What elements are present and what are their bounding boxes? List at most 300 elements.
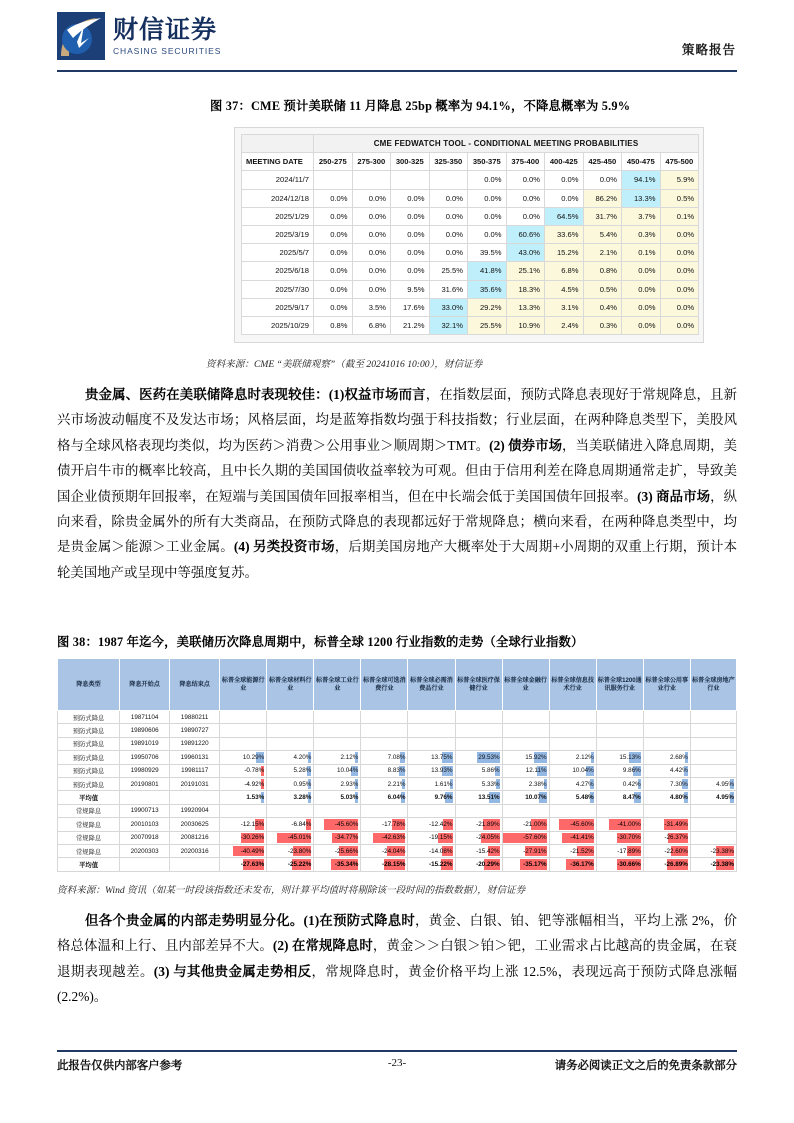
return-cell	[220, 711, 267, 724]
probability-cell: 0.0%	[429, 207, 468, 225]
return-cell	[549, 844, 596, 857]
sp-col-header-3: 标普全球能源行业	[220, 659, 267, 711]
probability-cell: 0.4%	[583, 298, 622, 316]
table-row	[242, 262, 699, 280]
cut-start-date-cell: 20200303	[120, 844, 170, 857]
brand-name-en: CHASING SECURITIES	[113, 45, 222, 56]
probability-cell: 0.0%	[391, 189, 430, 207]
cell-value: 2.93%	[340, 780, 359, 788]
probability-cell: 43.0%	[506, 244, 545, 262]
probability-cell: 0.0%	[660, 316, 699, 334]
empty-corner-cell	[242, 135, 314, 153]
col-475-500: 475-500	[660, 153, 699, 171]
rate-cut-type-cell: 预防式降息	[58, 764, 120, 777]
probability-cell: 0.0%	[429, 225, 468, 243]
return-cell	[314, 858, 361, 871]
meeting-date-cell: 2025/10/29	[242, 316, 314, 334]
probability-cell: 32.1%	[429, 316, 468, 334]
sp-col-header-8: 标普全球医疗保健行业	[455, 659, 502, 711]
cell-value: 12.11%	[525, 767, 547, 775]
table-row	[58, 791, 737, 804]
cell-value: 7.30%	[669, 780, 688, 788]
return-cell	[502, 858, 549, 871]
cut-end-date-cell: 19981117	[170, 764, 220, 777]
cell-value: -25.66%	[334, 847, 359, 855]
return-cell	[455, 791, 502, 804]
return-cell	[455, 831, 502, 844]
cut-end-date-cell: 20030625	[170, 818, 220, 831]
probability-cell: 35.6%	[468, 280, 507, 298]
return-cell	[690, 711, 736, 724]
probability-cell: 0.0%	[314, 280, 353, 298]
return-cell	[267, 818, 314, 831]
cell-value: -35.17%	[523, 860, 547, 868]
return-cell	[361, 711, 408, 724]
probability-cell: 3.1%	[545, 298, 584, 316]
return-cell	[455, 777, 502, 790]
return-cell	[220, 804, 267, 817]
cut-start-date-cell: 19900713	[120, 804, 170, 817]
return-cell	[220, 818, 267, 831]
cut-end-date-cell: 19890727	[170, 724, 220, 737]
probability-cell: 0.0%	[352, 262, 391, 280]
probability-cell: 0.3%	[622, 225, 661, 243]
cell-value: -40.49%	[240, 847, 265, 855]
return-cell	[314, 724, 361, 737]
return-cell	[643, 764, 690, 777]
rate-cut-type-cell: 预防式降息	[58, 724, 120, 737]
cell-value: -30.70%	[617, 834, 641, 842]
return-cell	[502, 724, 549, 737]
probability-cell: 0.5%	[583, 280, 622, 298]
table-row	[242, 189, 699, 207]
sp-col-header-6: 标普全球可选消费行业	[361, 659, 408, 711]
probability-cell: 5.4%	[583, 225, 622, 243]
sp-table-body	[58, 711, 737, 872]
return-cell	[643, 791, 690, 804]
probability-cell: 0.0%	[622, 298, 661, 316]
cme-table-body	[242, 171, 699, 335]
return-cell	[267, 737, 314, 750]
table-row	[242, 244, 699, 262]
return-cell	[314, 751, 361, 764]
return-cell	[361, 791, 408, 804]
return-cell	[220, 777, 267, 790]
return-cell	[314, 777, 361, 790]
return-cell	[408, 818, 455, 831]
return-cell	[502, 844, 549, 857]
return-cell	[643, 777, 690, 790]
cell-value: 2.12%	[340, 753, 359, 761]
probability-cell: 0.1%	[660, 207, 699, 225]
table-row	[58, 777, 737, 790]
return-cell	[361, 831, 408, 844]
return-cell	[596, 724, 643, 737]
footer-divider	[57, 1050, 737, 1052]
rate-cut-type-cell: 预防式降息	[58, 711, 120, 724]
probability-cell: 33.6%	[545, 225, 584, 243]
return-cell	[643, 818, 690, 831]
probability-cell: 39.5%	[468, 244, 507, 262]
return-cell	[314, 831, 361, 844]
sp-col-header-5: 标普全球工业行业	[314, 659, 361, 711]
col-350-375: 350-375	[468, 153, 507, 171]
cell-value: 9.86%	[622, 767, 641, 775]
meeting-date-cell: 2024/11/7	[242, 171, 314, 189]
return-cell	[549, 724, 596, 737]
probability-cell: 0.0%	[468, 225, 507, 243]
return-cell	[502, 751, 549, 764]
cell-value: -35.34%	[334, 860, 359, 868]
return-cell	[314, 818, 361, 831]
cell-value: 15.92%	[525, 753, 547, 761]
probability-cell: 5.9%	[660, 171, 699, 189]
return-cell	[267, 858, 314, 871]
table-column-header-row	[242, 153, 699, 171]
col-450-475: 450-475	[622, 153, 661, 171]
probability-cell: 6.8%	[352, 316, 391, 334]
cell-value: -20.29%	[476, 860, 500, 868]
probability-cell: 3.7%	[622, 207, 661, 225]
return-cell	[408, 751, 455, 764]
probability-cell: 0.0%	[660, 280, 699, 298]
return-cell	[549, 764, 596, 777]
return-cell	[220, 791, 267, 804]
return-cell	[267, 791, 314, 804]
sp-col-header-7: 标普全球必需消费品行业	[408, 659, 455, 711]
return-cell	[455, 844, 502, 857]
cell-value: 13.75%	[431, 753, 453, 761]
return-cell	[549, 818, 596, 831]
sp-col-header-12: 标普全球公用事业行业	[643, 659, 690, 711]
cme-fedwatch-table-container	[234, 127, 704, 343]
cut-start-date-cell: 19890606	[120, 724, 170, 737]
meeting-date-cell: 2025/1/29	[242, 207, 314, 225]
cell-value: 13.93%	[431, 767, 453, 775]
cell-value: 5.03%	[340, 794, 359, 802]
return-cell	[361, 844, 408, 857]
cut-start-date-cell: 20190801	[120, 777, 170, 790]
probability-cell	[429, 171, 468, 189]
cell-value: 4.95%	[716, 794, 734, 802]
return-cell	[549, 751, 596, 764]
figure-37-title: 图 37：CME 预计美联储 11 月降息 25bp 概率为 94.1%，不降息概率为 5.9%	[210, 99, 631, 113]
return-cell	[690, 818, 736, 831]
sp-col-header-10: 标普全球信息技术行业	[549, 659, 596, 711]
return-cell	[408, 724, 455, 737]
probability-cell: 10.9%	[506, 316, 545, 334]
cell-value: -57.60%	[523, 834, 547, 842]
probability-cell	[314, 171, 353, 189]
cut-start-date-cell: 20070918	[120, 831, 170, 844]
col-325-350: 325-350	[429, 153, 468, 171]
cell-value: -26.89%	[664, 860, 688, 868]
probability-cell: 18.3%	[506, 280, 545, 298]
cell-value: -36.17%	[570, 860, 594, 868]
return-cell	[455, 724, 502, 737]
cell-value: -24.04%	[381, 847, 406, 855]
cell-value: -21.00%	[523, 820, 547, 828]
probability-cell: 9.5%	[391, 280, 430, 298]
sp-col-header-13: 标普全球房地产行业	[690, 659, 736, 711]
return-cell	[643, 737, 690, 750]
cell-value: -4.92%	[244, 780, 265, 788]
probability-cell: 0.0%	[622, 316, 661, 334]
cell-value: 7.08%	[387, 753, 406, 761]
probability-cell: 0.0%	[429, 244, 468, 262]
cell-value: 13.51%	[478, 794, 500, 802]
return-cell	[643, 804, 690, 817]
rate-cut-type-cell: 预防式降息	[58, 751, 120, 764]
probability-cell: 0.0%	[660, 244, 699, 262]
cut-end-date-cell: 19920904	[170, 804, 220, 817]
probability-cell: 0.5%	[660, 189, 699, 207]
probability-cell: 0.8%	[583, 262, 622, 280]
probability-cell: 2.4%	[545, 316, 584, 334]
probability-cell: 0.0%	[506, 189, 545, 207]
return-cell	[643, 844, 690, 857]
cell-value: 0.95%	[293, 780, 312, 788]
return-cell	[220, 724, 267, 737]
brand-name-cn: 财信证券	[113, 15, 218, 44]
return-cell	[408, 777, 455, 790]
probability-cell: 0.0%	[545, 189, 584, 207]
return-cell	[549, 711, 596, 724]
return-cell	[643, 711, 690, 724]
cell-value: -12.15%	[240, 820, 265, 828]
cell-value: -28.15%	[381, 860, 406, 868]
return-cell	[502, 791, 549, 804]
probability-cell: 13.3%	[506, 298, 545, 316]
cell-value: 10.04%	[337, 767, 359, 775]
cell-value: -41.41%	[570, 834, 594, 842]
return-cell	[220, 844, 267, 857]
cell-value: 4.20%	[293, 753, 312, 761]
probability-cell: 25.5%	[429, 262, 468, 280]
return-cell	[455, 858, 502, 871]
probability-cell: 94.1%	[622, 171, 661, 189]
return-cell	[314, 764, 361, 777]
rate-cut-type-cell: 常规降息	[58, 844, 120, 857]
return-cell	[690, 724, 736, 737]
return-cell	[502, 831, 549, 844]
return-cell	[408, 858, 455, 871]
logo-mark-icon	[57, 12, 105, 60]
cut-end-date-cell: 19891220	[170, 737, 220, 750]
return-cell	[314, 737, 361, 750]
rate-cut-type-cell: 预防式降息	[58, 737, 120, 750]
return-cell	[502, 804, 549, 817]
rate-cut-type-cell: 常规降息	[58, 831, 120, 844]
return-cell	[596, 844, 643, 857]
cell-value: 2.68%	[669, 753, 688, 761]
return-cell	[455, 818, 502, 831]
cell-value: -17.89%	[617, 847, 641, 855]
probability-cell: 86.2%	[583, 189, 622, 207]
return-cell	[549, 791, 596, 804]
return-cell	[549, 737, 596, 750]
return-cell	[361, 804, 408, 817]
return-cell	[596, 791, 643, 804]
cell-value: -22.60%	[664, 847, 688, 855]
return-cell	[690, 791, 736, 804]
return-cell	[455, 711, 502, 724]
return-cell	[690, 858, 736, 871]
return-cell	[596, 777, 643, 790]
rate-cut-type-cell: 平均值	[58, 858, 120, 871]
probability-cell	[391, 171, 430, 189]
return-cell	[455, 751, 502, 764]
table-row	[58, 844, 737, 857]
cell-value: 9.76%	[434, 794, 453, 802]
cell-value: 4.42%	[669, 767, 688, 775]
cut-end-date-cell	[170, 858, 220, 871]
rate-cut-type-cell: 平均值	[58, 791, 120, 804]
probability-cell: 0.0%	[506, 171, 545, 189]
cell-value: 2.21%	[387, 780, 406, 788]
cell-value: -15.42%	[476, 847, 500, 855]
probability-cell: 0.0%	[660, 298, 699, 316]
return-cell	[643, 724, 690, 737]
cut-end-date-cell	[170, 791, 220, 804]
meeting-date-cell: 2025/7/30	[242, 280, 314, 298]
cell-value: 10.29%	[242, 753, 265, 761]
return-cell	[596, 764, 643, 777]
meeting-date-cell: 2025/3/19	[242, 225, 314, 243]
meeting-date-cell: 2024/12/18	[242, 189, 314, 207]
return-cell	[361, 724, 408, 737]
probability-cell: 17.6%	[391, 298, 430, 316]
probability-cell: 60.6%	[506, 225, 545, 243]
probability-cell: 6.8%	[545, 262, 584, 280]
return-cell	[267, 724, 314, 737]
return-cell	[549, 804, 596, 817]
return-cell	[361, 751, 408, 764]
probability-cell: 0.0%	[660, 262, 699, 280]
cell-value: -31.49%	[664, 820, 688, 828]
table-row	[242, 225, 699, 243]
sp-col-header-4: 标普全球材料行业	[267, 659, 314, 711]
col-425-450: 425-450	[583, 153, 622, 171]
return-cell	[643, 831, 690, 844]
return-cell	[361, 737, 408, 750]
table-row	[58, 858, 737, 871]
cell-value: 5.86%	[481, 767, 500, 775]
cell-value: 4.80%	[669, 794, 688, 802]
cell-value: 1.53%	[246, 794, 265, 802]
probability-cell: 0.0%	[314, 298, 353, 316]
return-cell	[549, 831, 596, 844]
cell-value: -34.77%	[334, 834, 359, 842]
return-cell	[455, 804, 502, 817]
probability-cell: 25.5%	[468, 316, 507, 334]
table-row	[58, 724, 737, 737]
probability-cell: 0.3%	[583, 316, 622, 334]
table-row	[242, 298, 699, 316]
return-cell	[408, 764, 455, 777]
return-cell	[408, 831, 455, 844]
probability-cell: 4.5%	[545, 280, 584, 298]
probability-cell: 0.0%	[352, 189, 391, 207]
cell-value: -0.78%	[244, 767, 265, 775]
cell-value: 2.12%	[575, 753, 594, 761]
cell-value: -45.60%	[570, 820, 594, 828]
cell-value: -30.26%	[240, 834, 265, 842]
cut-start-date-cell: 19980929	[120, 764, 170, 777]
table-group-header-row	[242, 135, 699, 153]
col-275-300: 275-300	[352, 153, 391, 171]
probability-cell: 0.0%	[314, 225, 353, 243]
probability-cell: 0.0%	[468, 207, 507, 225]
return-cell	[596, 804, 643, 817]
probability-cell: 0.0%	[314, 262, 353, 280]
probability-cell: 0.0%	[314, 244, 353, 262]
meeting-date-cell: 2025/9/17	[242, 298, 314, 316]
return-cell	[408, 791, 455, 804]
probability-cell: 0.0%	[660, 225, 699, 243]
probability-cell: 25.1%	[506, 262, 545, 280]
footer-left-text: 此报告仅供内部客户参考	[57, 1060, 183, 1072]
sp-table-header-row	[58, 659, 737, 711]
company-logo	[57, 12, 221, 60]
col-400-425: 400-425	[545, 153, 584, 171]
cell-value: 6.04%	[387, 794, 406, 802]
cell-value: 4.27%	[575, 780, 594, 788]
logo-text	[113, 17, 221, 56]
return-cell	[455, 737, 502, 750]
return-cell	[267, 777, 314, 790]
cell-value: -45.01%	[287, 834, 312, 842]
probability-cell: 33.0%	[429, 298, 468, 316]
cme-group-header: CME FEDWATCH TOOL - CONDITIONAL MEETING PROBABILITIES	[314, 135, 699, 153]
rate-cut-type-cell: 常规降息	[58, 818, 120, 831]
return-cell	[690, 751, 736, 764]
return-cell	[596, 711, 643, 724]
probability-cell: 15.2%	[545, 244, 584, 262]
return-cell	[361, 777, 408, 790]
body-paragraph-1: 贵金属、医药在美联储降息时表现较佳：(1)权益市场而言，在指数层面，预防式降息表现好于常规降息，且新兴市场波动幅度不及发达市场；风格层面，均是蓝筹指数均强于科技指数；行业层面，在两种降息类型下，美股风格与全球风格表现均类似，均为医药＞消费＞公用事业＞顺周期＞TMT。(2) 债券市场，当美联储进入降息周期，美债开启牛市的概率比较高，且中长久期的美国国债收益率较为可观。但由于信用利差在降息周期通常走扩，导致美国企业债预期年回报率，在短端与美国国债年回报率相当，但在中长端会低于美国国债年回报率。(3) 商品市场，纵向来看，除贵金属外的所有大类商品，在预防式降息的表现都远好于常规降息；横向来看，在两种降息类型中，均是贵金属＞能源＞工业金属。(4) 另类投资市场，后期美国房地产大概率处于大周期+小周期的双重上行期，预计本轮美国地产或呈现中等强度复苏。	[57, 387, 738, 580]
return-cell	[549, 777, 596, 790]
return-cell	[314, 711, 361, 724]
cell-value: -14.08%	[429, 847, 453, 855]
sp-col-header-1: 降息开始点	[120, 659, 170, 711]
table-row	[58, 711, 737, 724]
probability-cell: 0.0%	[622, 262, 661, 280]
cell-value: 2.38%	[528, 780, 547, 788]
table-row	[242, 171, 699, 189]
probability-cell: 0.0%	[314, 189, 353, 207]
return-cell	[361, 764, 408, 777]
return-cell	[267, 764, 314, 777]
cell-value: 1.61%	[434, 780, 453, 788]
probability-cell: 0.0%	[506, 207, 545, 225]
cell-value: -19.15%	[429, 834, 453, 842]
probability-cell: 29.2%	[468, 298, 507, 316]
col-300-325: 300-325	[391, 153, 430, 171]
return-cell	[220, 764, 267, 777]
probability-cell: 0.0%	[314, 207, 353, 225]
table-row	[58, 751, 737, 764]
probability-cell: 0.8%	[314, 316, 353, 334]
probability-cell: 21.2%	[391, 316, 430, 334]
return-cell	[502, 818, 549, 831]
cell-value: -42.63%	[381, 834, 406, 842]
table-row	[242, 280, 699, 298]
probability-cell: 13.3%	[622, 189, 661, 207]
cut-start-date-cell: 19891019	[120, 737, 170, 750]
return-cell	[690, 831, 736, 844]
cell-value: -30.66%	[617, 860, 641, 868]
